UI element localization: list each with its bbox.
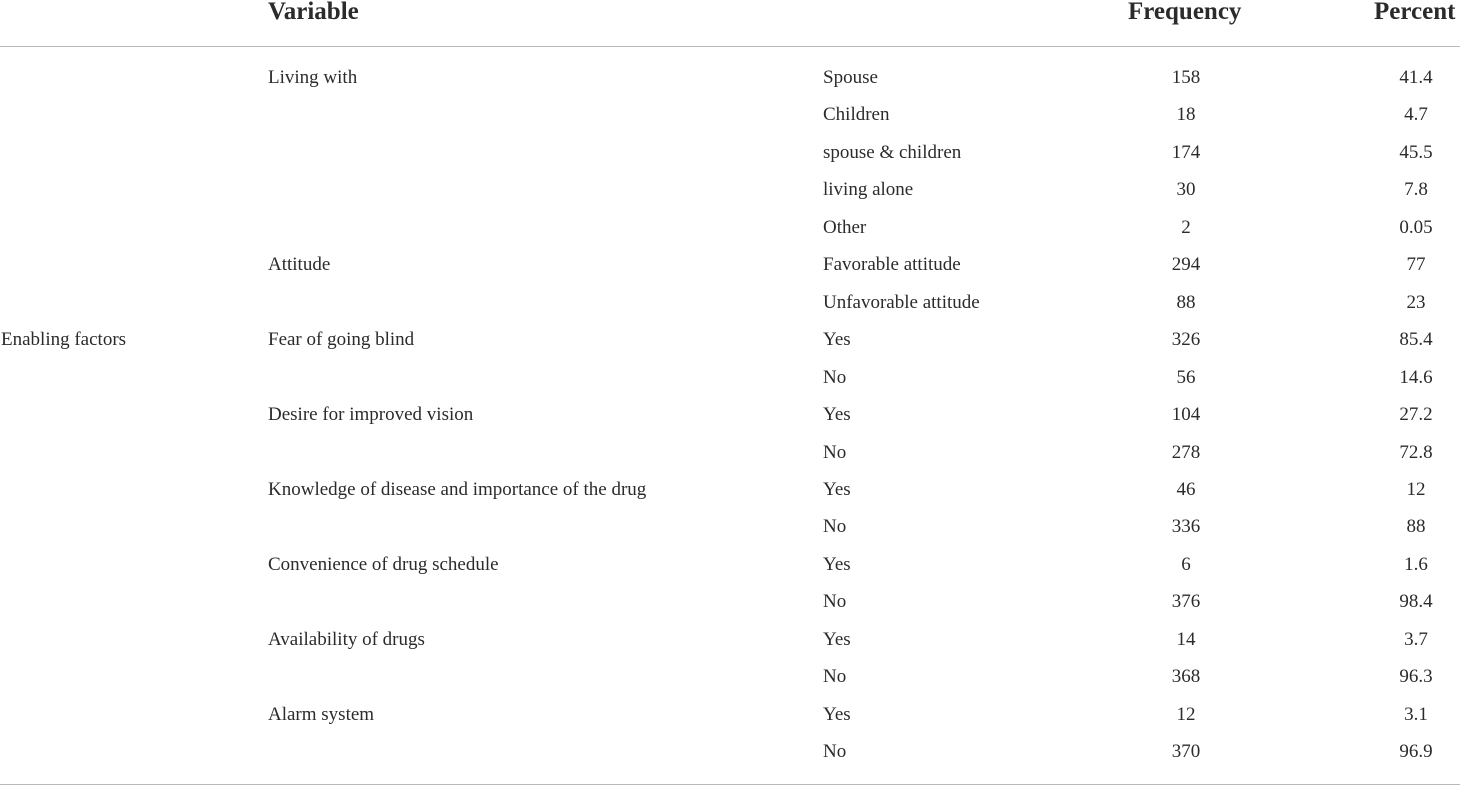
row-category: No <box>823 591 847 613</box>
row-category: Yes <box>823 478 851 500</box>
row-percent: 27.2 <box>1399 404 1433 426</box>
table-row <box>0 103 1460 141</box>
row-frequency: 278 <box>1171 441 1201 463</box>
table-row <box>0 141 1460 179</box>
row-percent: 0.05 <box>1399 216 1433 238</box>
table-row <box>0 328 1460 366</box>
row-frequency: 376 <box>1171 591 1201 613</box>
row-frequency: 46 <box>1176 478 1196 500</box>
row-percent: 45.5 <box>1399 141 1433 163</box>
row-percent: 72.8 <box>1399 441 1433 463</box>
row-variable: Fear of going blind <box>268 329 415 351</box>
header-variable: Variable <box>268 0 359 25</box>
row-frequency: 336 <box>1171 516 1201 538</box>
row-percent: 3.1 <box>1404 703 1428 725</box>
row-category: living alone <box>823 179 914 201</box>
row-frequency: 18 <box>1176 104 1196 126</box>
row-variable: Attitude <box>268 254 331 276</box>
row-percent: 96.3 <box>1399 666 1433 688</box>
row-percent: 14.6 <box>1399 366 1433 388</box>
row-percent: 41.4 <box>1399 67 1433 88</box>
table-header <box>0 0 1460 47</box>
row-category: Children <box>823 104 890 126</box>
table-row <box>0 253 1460 291</box>
row-frequency: 6 <box>1181 553 1191 575</box>
row-frequency: 2 <box>1181 216 1191 238</box>
row-percent: 96.9 <box>1399 741 1433 763</box>
row-frequency: 326 <box>1171 329 1201 351</box>
table-row <box>0 441 1460 479</box>
row-frequency: 158 <box>1171 67 1201 88</box>
row-percent: 12 <box>1406 478 1426 500</box>
row-category: No <box>823 516 847 538</box>
row-percent: 77 <box>1406 254 1426 276</box>
table-row <box>0 740 1460 778</box>
row-variable: Convenience of drug schedule <box>268 553 499 575</box>
table-row <box>0 628 1460 666</box>
table-row <box>0 515 1460 553</box>
row-frequency: 12 <box>1176 703 1196 725</box>
row-category: Yes <box>823 404 851 426</box>
row-category: Unfavorable attitude <box>823 291 980 313</box>
row-variable: Availability of drugs <box>268 628 425 650</box>
row-frequency: 174 <box>1171 141 1201 163</box>
table-row <box>0 403 1460 441</box>
row-category: Yes <box>823 703 851 725</box>
row-category: Yes <box>823 329 851 351</box>
row-percent: 23 <box>1406 291 1426 313</box>
table-row <box>0 366 1460 404</box>
row-percent: 7.8 <box>1404 179 1428 201</box>
row-frequency: 14 <box>1176 628 1196 650</box>
row-frequency: 370 <box>1171 741 1201 763</box>
row-variable: Knowledge of disease and importance of the drug <box>268 478 647 500</box>
row-frequency: 294 <box>1171 254 1201 276</box>
row-category: No <box>823 741 847 763</box>
table-row <box>0 703 1460 741</box>
row-percent: 98.4 <box>1399 591 1433 613</box>
row-frequency: 88 <box>1176 291 1196 313</box>
row-frequency: 368 <box>1171 666 1201 688</box>
table-row <box>0 216 1460 254</box>
row-frequency: 104 <box>1171 404 1201 426</box>
row-frequency: 56 <box>1176 366 1196 388</box>
row-variable: Desire for improved vision <box>268 404 474 426</box>
header-percent: Percent <box>1374 0 1456 25</box>
row-percent: 88 <box>1406 516 1426 538</box>
group-label: Enabling factors <box>1 329 127 350</box>
row-percent: 85.4 <box>1399 329 1433 351</box>
row-category: spouse & children <box>823 141 962 163</box>
row-category: No <box>823 366 847 388</box>
row-category: No <box>823 441 847 463</box>
header-frequency: Frequency <box>1128 0 1242 25</box>
table-row <box>0 553 1460 591</box>
table-row <box>0 478 1460 516</box>
row-category: Yes <box>823 553 851 575</box>
row-variable: Living with <box>268 67 358 88</box>
row-category: No <box>823 666 847 688</box>
row-frequency: 30 <box>1176 179 1196 201</box>
row-category: Yes <box>823 628 851 650</box>
row-percent: 3.7 <box>1404 628 1428 650</box>
table-row <box>0 178 1460 216</box>
row-category: Spouse <box>823 67 878 88</box>
row-percent: 1.6 <box>1404 553 1428 575</box>
row-category: Favorable attitude <box>823 254 961 276</box>
table-row <box>0 291 1460 329</box>
table-row <box>0 66 1460 104</box>
table-row <box>0 590 1460 628</box>
row-category: Other <box>823 216 867 238</box>
table-row <box>0 665 1460 703</box>
row-percent: 4.7 <box>1404 104 1428 126</box>
row-variable: Alarm system <box>268 703 375 725</box>
